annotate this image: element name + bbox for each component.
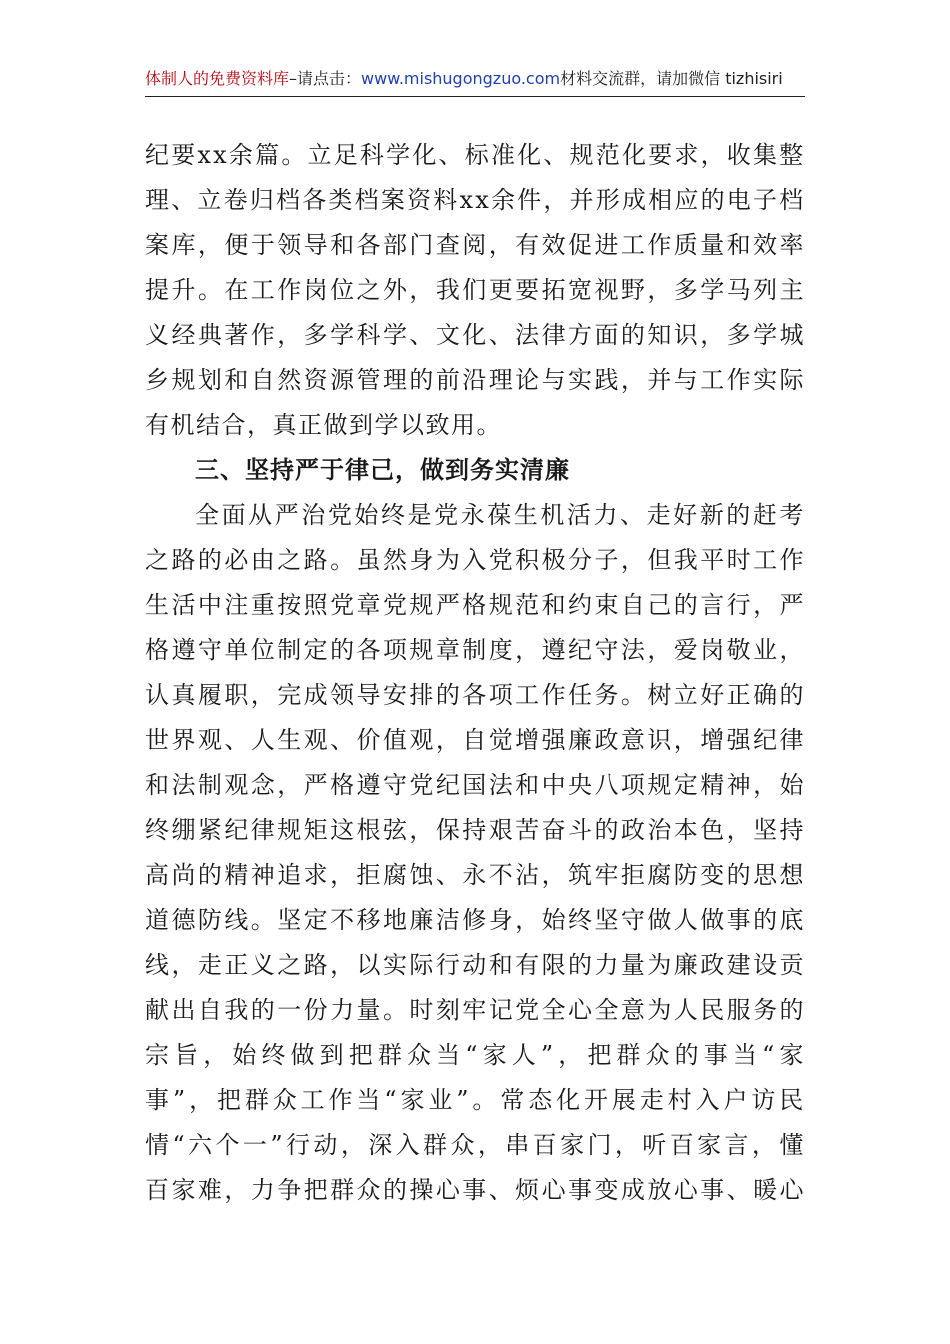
header-url-link[interactable]: www.mishugongzuo.com bbox=[361, 69, 561, 88]
text-line: 认 真 履 职 ， 完 成 领 导 安 排 的 各 项 工 作 任 务 。 树 立 好 正 确 的 bbox=[145, 681, 805, 709]
text-line: 献 出 自 我 的 一 份 力 量 。 时 刻 牢 记 党 全 心 全 意 为 人 民 服 务 的 bbox=[145, 996, 805, 1024]
text-line: 道 德 防 线 。 坚 定 不 移 地 廉 洁 修 身 ， 始 终 坚 守 做 人 做 事 的 底 bbox=[145, 906, 805, 934]
text-line: 宗 旨 ， 始 终 做 到 把 群 众 当 “ 家 人 ” ， 把 群 众 的 事 当 “ 家 bbox=[145, 1041, 805, 1069]
text-line: 义 经 典 著 作 ， 多 学 科 学 、 文 化 、 法 律 方 面 的 知 识 ， 多 学 城 bbox=[145, 321, 805, 349]
text-line: 情 “ 六 个 一 ” 行 动 ， 深 入 群 众 ， 串 百 家 门 ， 听 百 家 言 ， 懂 bbox=[145, 1131, 805, 1159]
text-line: 和 法 制 观 念 ， 严 格 遵 守 党 纪 国 法 和 中 央 八 项 规 定 精 神 ， 始 bbox=[145, 771, 805, 799]
text-line: 有机结合，真正做到学以致用。 bbox=[145, 411, 502, 439]
text-line: 事 ” ， 把 群 众 工 作 当 “ 家 业 ” 。 常 态 化 开 展 走 村 入 户 访 民 bbox=[145, 1086, 805, 1114]
paragraph-1 bbox=[145, 133, 805, 448]
text-line: 之 路 的 必 由 之 路 。 虽 然 身 为 入 党 积 极 分 子 ， 但 我 平 时 工 作 bbox=[145, 546, 805, 574]
header-brand: 体制人的免费资料库 bbox=[145, 69, 290, 88]
text-line: 生 活 中 注 重 按 照 党 章 党 规 严 格 规 范 和 约 束 自 己 的 言 行 ， 严 bbox=[145, 591, 805, 619]
header-prompt: –请点击： bbox=[289, 69, 362, 88]
text-line: 提 升 。 在 工 作 岗 位 之 外 ， 我 们 更 要 拓 宽 视 野 ， 多 学 马 列 主 bbox=[145, 276, 805, 304]
text-line: 百 家 难 ， 力 争 把 群 众 的 操 心 事 、 烦 心 事 变 成 放 心 事 、 暖 心 bbox=[145, 1176, 805, 1204]
text-line: 线 ， 走 正 义 之 路 ， 以 实 际 行 动 和 有 限 的 力 量 为 廉 政 建 设 贡 bbox=[145, 951, 805, 979]
text-line: 全 面 从 严 治 党 始 终 是 党 永 葆 生 机 活 力 、 走 好 新 的 赶 考 bbox=[195, 501, 805, 529]
text-line: 高 尚 的 精 神 追 求 ， 拒 腐 蚀 、 永 不 沾 ， 筑 牢 拒 腐 防 变 的 思 想 bbox=[145, 861, 805, 889]
text-line: 纪 要 x x 余 篇 。 立 足 科 学 化 、 标 准 化 、 规 范 化 要 求 ， 收 集 整 bbox=[145, 141, 805, 169]
page-header bbox=[145, 62, 805, 97]
header-contact: 材料交流群，请加微信 tizhisiri bbox=[560, 69, 783, 88]
text-line: 理 、 立 卷 归 档 各 类 档 案 资 料 x x 余 件 ， 并 形 成 相 应 的 电 子 档 bbox=[145, 186, 805, 214]
document-body bbox=[145, 133, 805, 1213]
text-line: 世 界 观 、 人 生 观 、 价 值 观 ， 自 觉 增 强 廉 政 意 识 ， 增 强 纪 律 bbox=[145, 726, 805, 754]
paragraph-2 bbox=[145, 493, 805, 1213]
section-heading: 三、坚持严于律己，做到务实清廉 bbox=[195, 456, 570, 484]
text-line: 格 遵 守 单 位 制 定 的 各 项 规 章 制 度 ， 遵 纪 守 法 ， 爱 岗 敬 业 ， bbox=[145, 636, 805, 664]
text-line: 终 绷 紧 纪 律 规 矩 这 根 弦 ， 保 持 艰 苦 奋 斗 的 政 治 本 色 ， 坚 持 bbox=[145, 816, 805, 844]
text-line: 案 库 ， 便 于 领 导 和 各 部 门 查 阅 ， 有 效 促 进 工 作 质 量 和 效 率 bbox=[145, 231, 805, 259]
text-line: 乡 规 划 和 自 然 资 源 管 理 的 前 沿 理 论 与 实 践 ， 并 与 工 作 实 际 bbox=[145, 366, 805, 394]
